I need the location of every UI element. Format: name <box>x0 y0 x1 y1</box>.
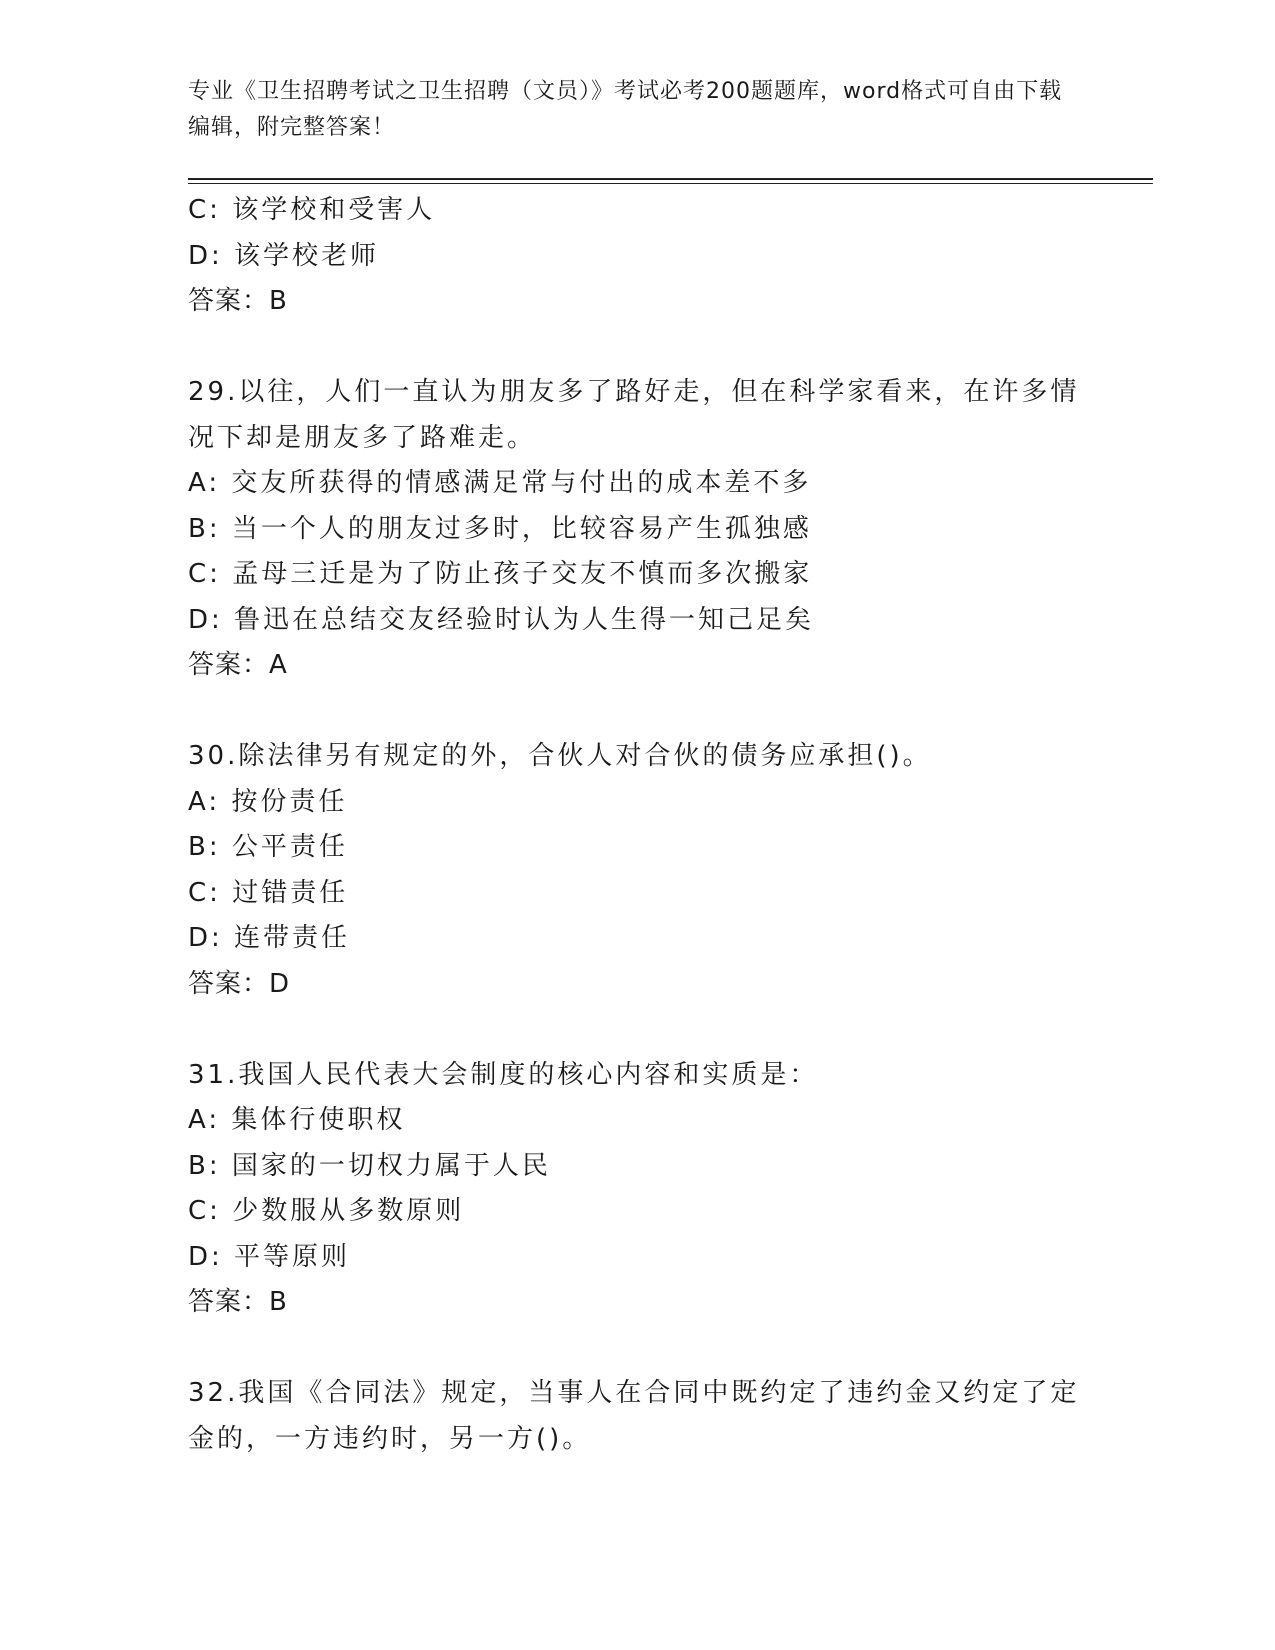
option-a: A: 交友所获得的情感满足常与付出的成本差不多 <box>188 468 812 498</box>
option-b: B: 国家的一切权力属于人民 <box>188 1150 551 1181</box>
option-b: B: 公平责任 <box>188 832 348 862</box>
spacer <box>188 689 1088 735</box>
question-32 <box>188 1371 1088 1462</box>
question-29 <box>188 370 1088 689</box>
spacer <box>188 1007 1088 1053</box>
header-rule-thick <box>188 178 1153 180</box>
header-rule-thin <box>188 183 1153 184</box>
answer: 答案：B <box>188 286 288 316</box>
answer: 答案：A <box>188 650 288 680</box>
option-b: B: 当一个人的朋友过多时，比较容易产生孤独感 <box>188 513 812 544</box>
spacer <box>188 1326 1088 1372</box>
option-d: D: 该学校老师 <box>188 240 380 271</box>
option-a: A: 集体行使职权 <box>188 1105 406 1135</box>
option-c: C: 孟母三迁是为了防止孩子交友不慎而多次搬家 <box>188 559 813 589</box>
option-d: D: 平等原则 <box>188 1241 351 1272</box>
question-stem: 32.我国《合同法》规定，当事人在合同中既约定了违约金又约定了定 <box>188 1378 1080 1408</box>
question-content <box>188 188 1088 1462</box>
question-31 <box>188 1053 1088 1326</box>
option-a: A: 按份责任 <box>188 786 348 817</box>
question-stem: 31.我国人民代表大会制度的核心内容和实质是： <box>188 1059 819 1090</box>
option-c: C: 该学校和受害人 <box>188 195 436 225</box>
question-stem-continued: 况下却是朋友多了路难走。 <box>188 422 537 453</box>
option-c: C: 少数服从多数原则 <box>188 1196 465 1226</box>
question-stem-continued: 金的，一方违约时，另一方()。 <box>188 1423 592 1454</box>
question-stem: 29.以往，人们一直认为朋友多了路好走，但在科学家看来，在许多情 <box>188 377 1080 407</box>
answer: 答案：D <box>188 968 291 999</box>
continued-question <box>188 188 1088 325</box>
question-stem: 30.除法律另有规定的外，合伙人对合伙的债务应承担()。 <box>188 741 932 771</box>
answer: 答案：B <box>188 1287 288 1317</box>
option-d: D: 连带责任 <box>188 923 351 953</box>
option-d: D: 鲁迅在总结交友经验时认为人生得一知己足矣 <box>188 604 815 635</box>
question-30 <box>188 734 1088 1007</box>
option-c: C: 过错责任 <box>188 877 349 908</box>
document-header: 专业《卫生招聘考试之卫生招聘（文员）》考试必考200题题库，word格式可自由下载编辑，附完整答案！ <box>188 79 1063 140</box>
spacer <box>188 325 1088 371</box>
